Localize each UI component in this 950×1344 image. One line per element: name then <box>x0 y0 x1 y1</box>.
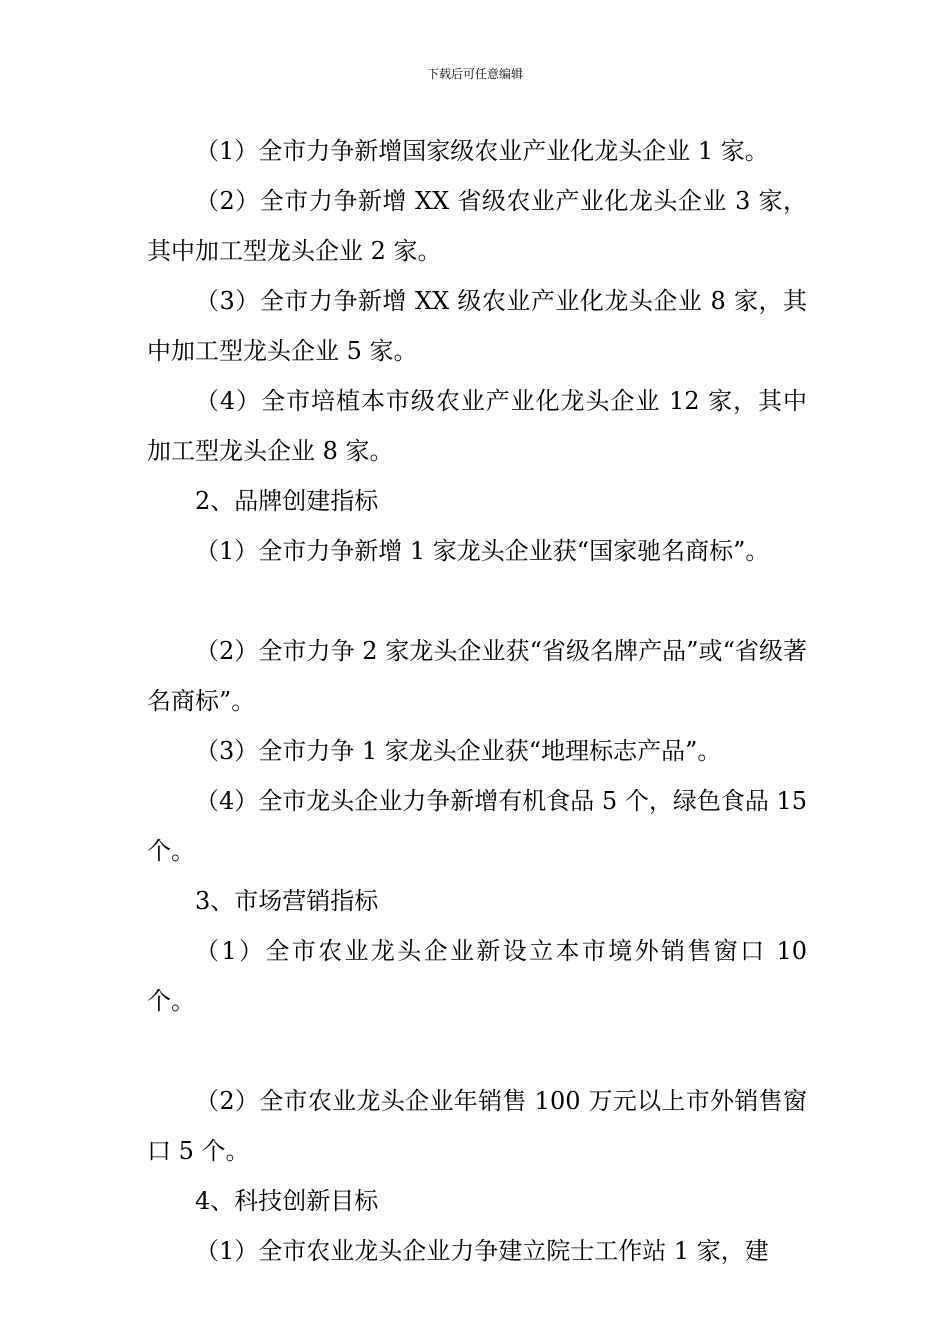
page-header: 下载后可任意编辑 <box>426 67 523 81</box>
paragraph-target-4: （4）全市培植本市级农业产业化龙头企业 12 家，其中加工型龙头企业 8 家。 <box>147 387 807 465</box>
paragraph-brand-2: （2）全市力争 2 家龙头企业获“省级名牌产品”或“省级著名商标”。 <box>147 637 807 715</box>
section-heading-marketing: 3、市场营销指标 <box>195 887 379 915</box>
paragraph-brand-3: （3）全市力争 1 家龙头企业获“地理标志产品”。 <box>195 737 722 765</box>
paragraph-target-1: （1）全市力争新增国家级农业产业化龙头企业 1 家。 <box>195 137 769 165</box>
paragraph-innovation-1: （1）全市农业龙头企业力争建立院士工作站 1 家，建 <box>195 1237 769 1265</box>
paragraph-brand-1: （1）全市力争新增 1 家龙头企业获“国家驰名商标”。 <box>195 537 770 565</box>
paragraph-marketing-1: （1）全市农业龙头企业新设立本市境外销售窗口 10 个。 <box>147 937 807 1015</box>
document-body <box>147 126 807 1276</box>
section-heading-brand: 2、品牌创建指标 <box>195 487 379 515</box>
paragraph-marketing-2: （2）全市农业龙头企业年销售 100 万元以上市外销售窗口 5 个。 <box>147 1087 807 1165</box>
paragraph-target-2: （2）全市力争新增 XX 省级农业产业化龙头企业 3 家，其中加工型龙头企业 2 家。 <box>147 187 807 265</box>
section-heading-innovation: 4、科技创新目标 <box>195 1187 379 1215</box>
paragraph-target-3: （3）全市力争新增 XX 级农业产业化龙头企业 8 家，其中加工型龙头企业 5 家。 <box>147 287 807 365</box>
paragraph-brand-4: （4）全市龙头企业力争新增有机食品 5 个，绿色食品 15 个。 <box>147 787 807 865</box>
